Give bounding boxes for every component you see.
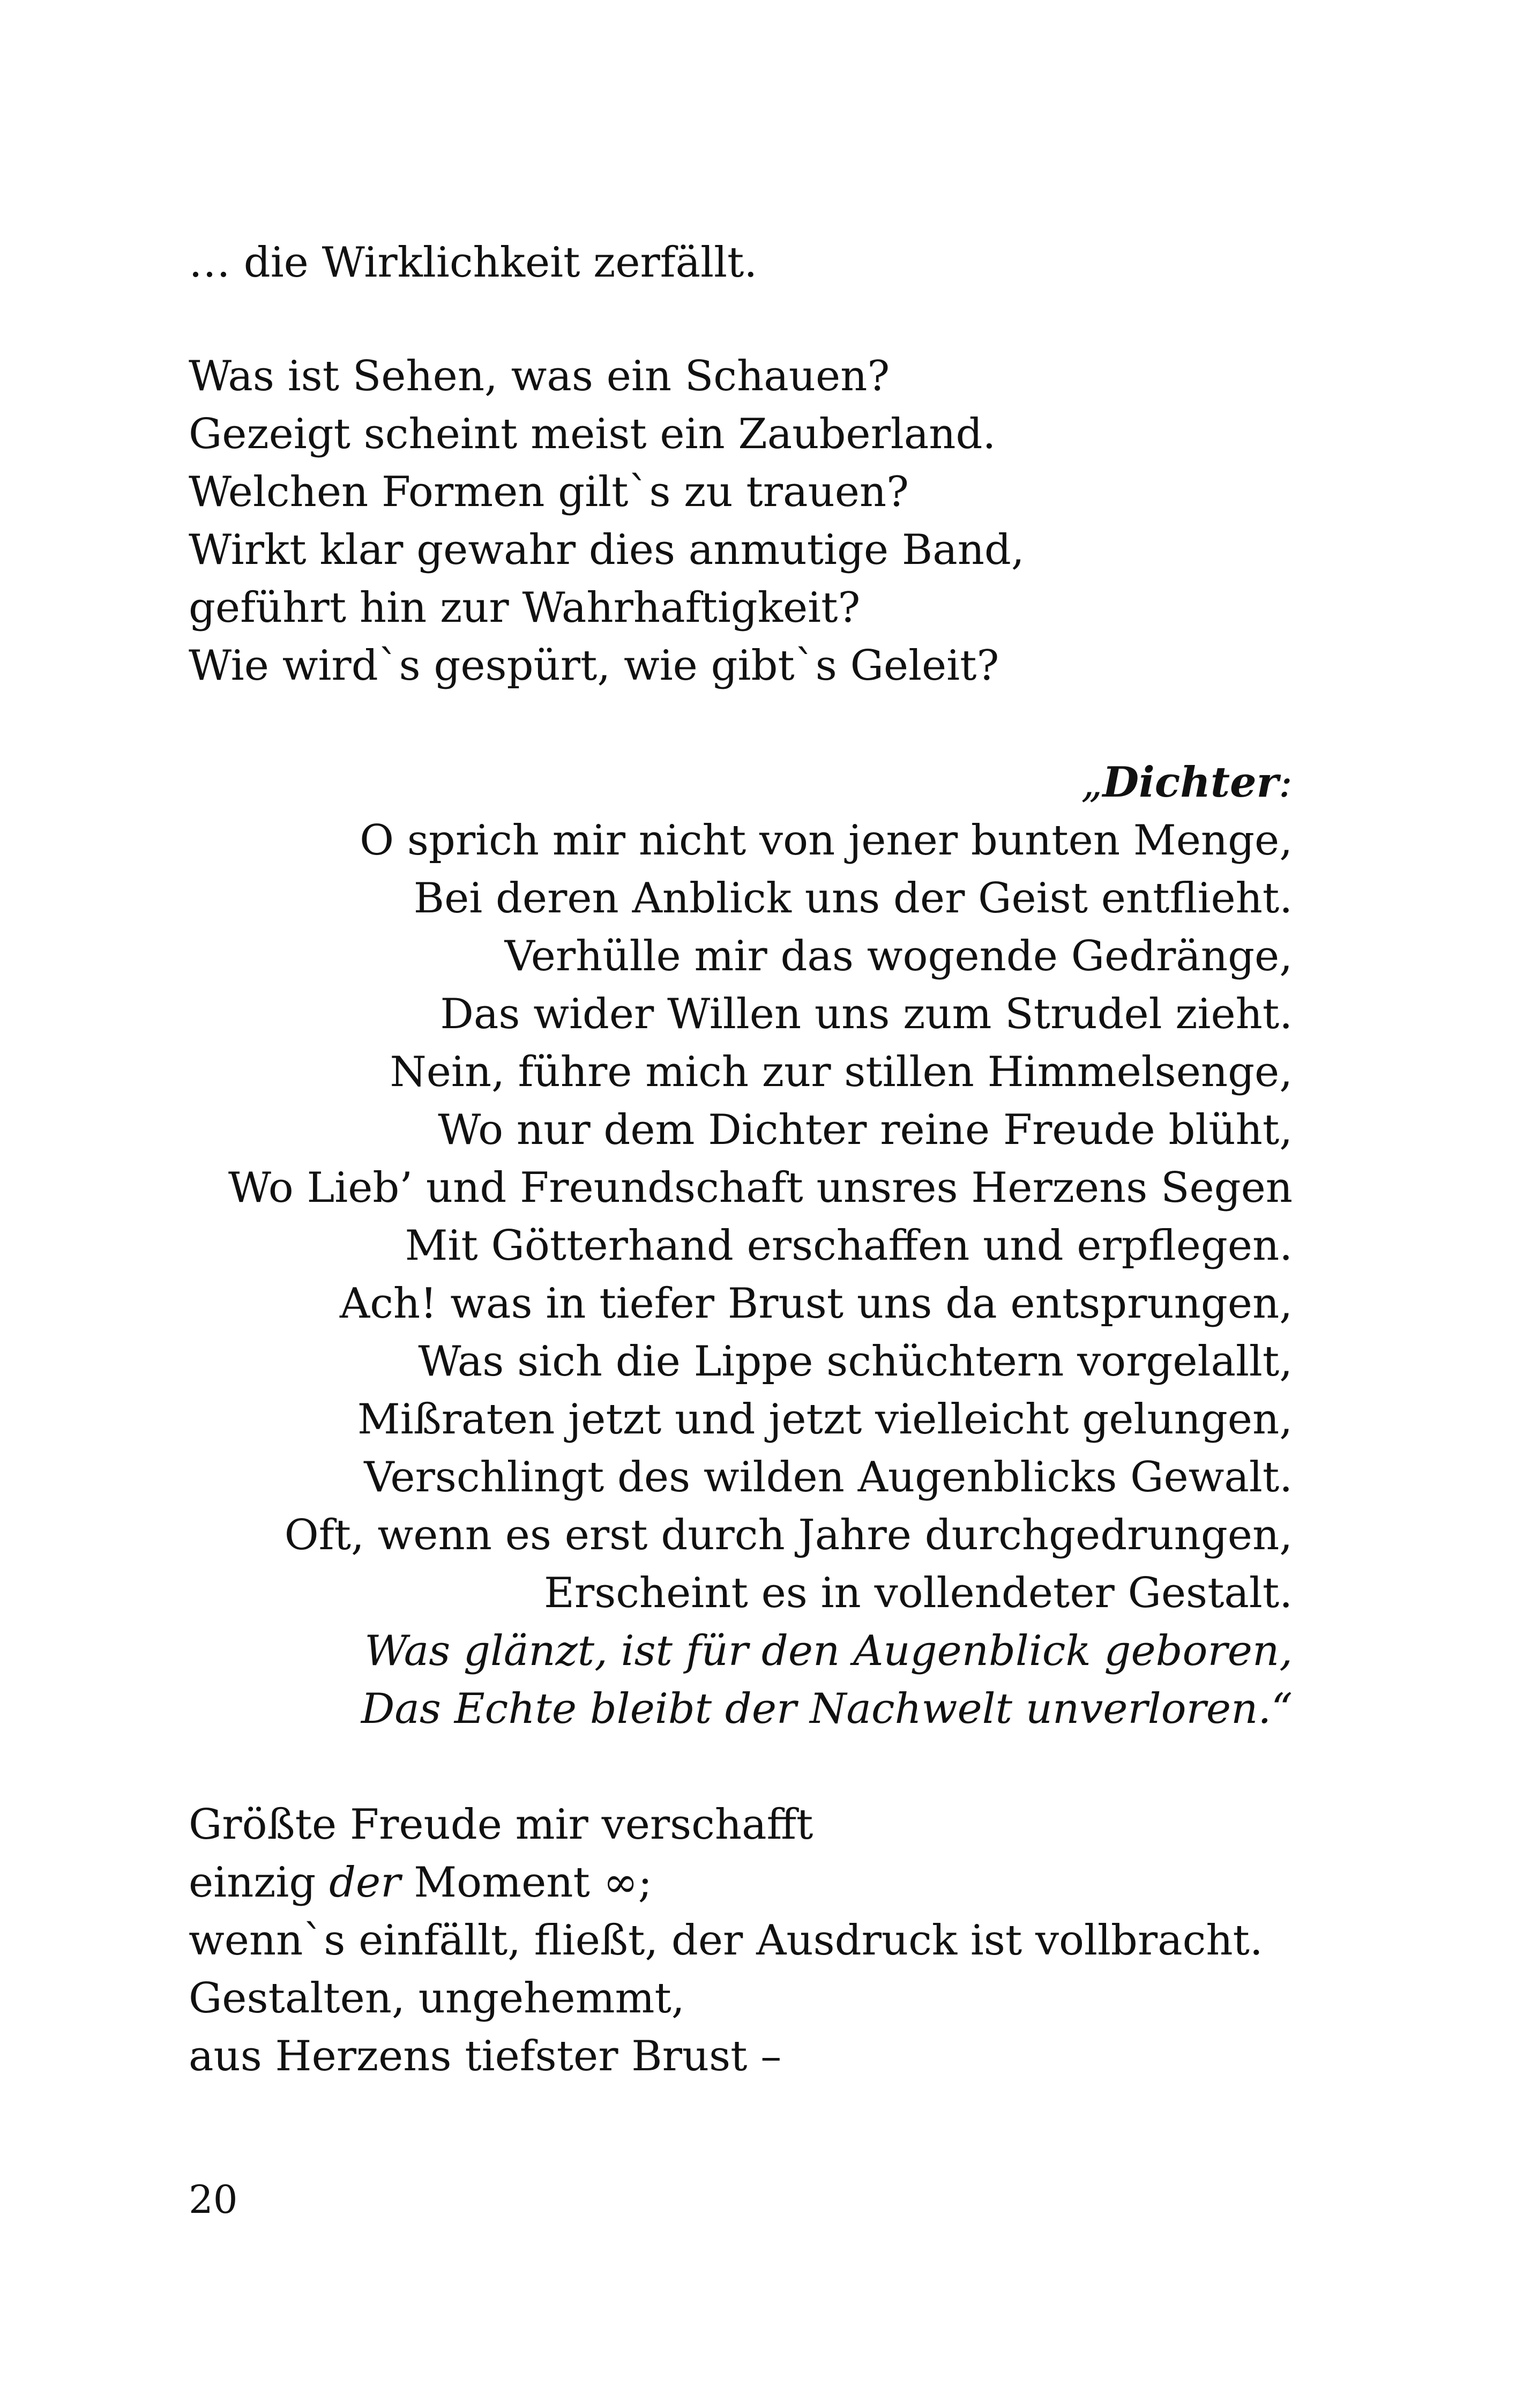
quote-line: Erscheint es in vollendeter Gestalt. (543, 1569, 1293, 1617)
quote-line: Oft, wenn es erst durch Jahre durchgedrungen, (284, 1511, 1293, 1559)
quote-speaker-heading (1081, 756, 1293, 809)
quote-speaker: Dichter (1102, 758, 1279, 807)
quote-line: Das wider Willen uns zum Strudel zieht. (440, 990, 1293, 1038)
quote-line: O sprich mir nicht von jener bunten Menge, (360, 816, 1293, 865)
stanza-2-line: aus Herzens tiefster Brust – (189, 2032, 782, 2080)
stanza-2-emphasis: der (329, 1859, 401, 1907)
quote-colon: : (1278, 759, 1293, 807)
quote-line: Mit Götterhand erschaffen und erpflegen. (405, 1222, 1293, 1270)
intro-line: … die Wirklichkeit zerfällt. (189, 239, 758, 287)
stanza-2-line: Größte Freude mir verschafft (189, 1801, 813, 1849)
stanza-1-line: Gezeigt scheint meist ein Zauberland. (189, 410, 996, 458)
quote-line: Verhülle mir das wogende Gedränge, (504, 932, 1293, 980)
quote-line: Wo nur dem Dichter reine Freude blüht, (438, 1106, 1293, 1154)
stanza-2-line: wenn`s einfällt, fließt, der Ausdruck ist vollbracht. (189, 1916, 1263, 1965)
stanza-2-line (189, 1856, 652, 1909)
quote-italic-line: Was glänzt, ist für den Augenblick geboren, (364, 1627, 1293, 1675)
quote-line: Mißraten jetzt und jetzt vielleicht gelungen, (357, 1395, 1293, 1444)
quote-italic-line: Das Echte bleibt der Nachwelt unverloren.“ (361, 1685, 1293, 1733)
page-number: 20 (189, 2177, 238, 2222)
quote-line: Wo Lieb’ und Freundschaft unsres Herzens Segen (228, 1164, 1293, 1212)
quote-line: Was sich die Lippe schüchtern vorgelallt, (418, 1337, 1293, 1386)
stanza-1-line: Welchen Formen gilt`s zu trauen? (189, 468, 909, 516)
quote-line: Verschlingt des wilden Augenblicks Gewalt. (364, 1453, 1293, 1502)
stanza-2-text: Moment ∞; (400, 1859, 652, 1907)
stanza-1-line: Was ist Sehen, was ein Schauen? (189, 352, 890, 400)
stanza-1-line: Wie wird`s gespürt, wie gibt`s Geleit? (189, 642, 999, 690)
quote-line: Nein, führe mich zur stillen Himmelsenge, (390, 1048, 1293, 1096)
stanza-1-line: Wirkt klar gewahr dies anmutige Band, (189, 526, 1025, 574)
stanza-2-line: Gestalten, ungehemmt, (189, 1974, 685, 2023)
stanza-1-line: geführt hin zur Wahrhaftigkeit? (189, 584, 861, 632)
quote-open-mark: „ (1081, 759, 1103, 807)
stanza-2-text: einzig (189, 1859, 330, 1907)
quote-line: Bei deren Anblick uns der Geist entflieht. (413, 874, 1293, 923)
quote-line: Ach! was in tiefer Brust uns da entsprungen, (339, 1280, 1293, 1328)
